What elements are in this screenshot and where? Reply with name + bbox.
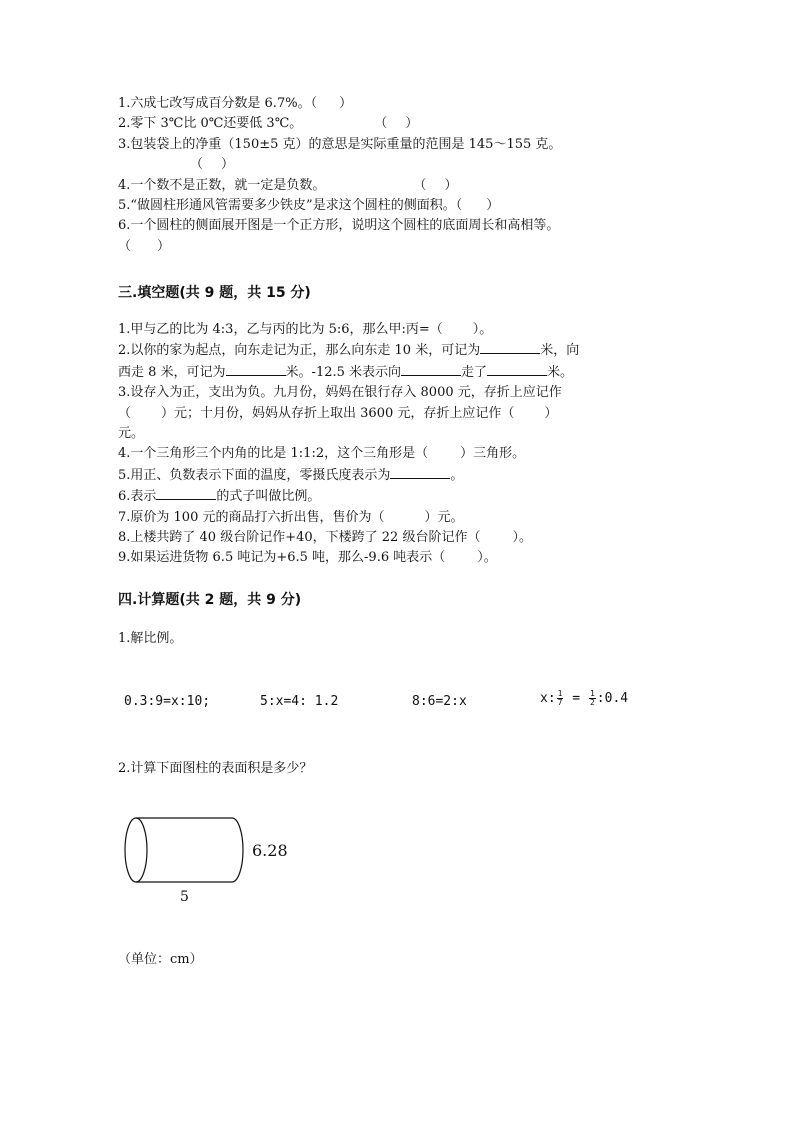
judge-item-2: 2.零下 3℃比 0℃还要低 3℃。 （ ） (118, 116, 419, 132)
fill-q3-end: 元。 (118, 426, 145, 442)
fraction: $\frac{1}{7}$ (557, 689, 563, 707)
fill-q3-cont: （ ）元；十月份，妈妈从存折上取出 3600 元，存折上应记作（ ） (118, 405, 558, 421)
fill-q8: 8.上楼共跨了 40 级台阶记作+40，下楼跨了 22 级台阶记作（ ）。 (118, 530, 532, 546)
unit-note-block (118, 950, 678, 970)
fill-q7: 7.原价为 100 元的商品打六折出售，售价为（ ）元。 (118, 509, 464, 525)
judge-item-1: 1.六成七改写成百分数是 6.7%。（ ） (118, 96, 353, 111)
cylinder-figure (118, 810, 318, 910)
answer-blank (156, 486, 216, 500)
fill-q2: 2.以你的家为起点，向东走记为正，那么向东走 10 米，可记为 米，向 (118, 340, 678, 361)
fill-q2-cont: 西走 8 米，可记为 米。-12.5 米表示向 走了 米。 (118, 362, 678, 383)
fill-section (118, 283, 678, 303)
judge-item-6: 6.一个圆柱的侧面展开图是一个正方形，说明这个圆柱的底面周长和高相等。 (118, 218, 560, 234)
answer-blank (390, 465, 450, 479)
height-label: 6.28 (252, 841, 288, 860)
fill-q9: 9.如果运进货物 6.5 吨记为+6.5 吨，那么-9.6 吨表示（ ）。 (118, 550, 497, 566)
calc-heading: 四.计算题(共 2 题，共 9 分) (118, 592, 302, 608)
fill-q3: 3.设存入为正，支出为负。九月份，妈妈在银行存入 8000 元，存折上应记作 (118, 385, 562, 401)
fraction: $\frac{1}{2}$ (589, 689, 595, 707)
fill-heading: 三.填空题(共 9 题，共 15 分) (118, 285, 311, 301)
judge-item-6-answer: （ ） (118, 238, 171, 254)
answer-blank (487, 362, 547, 376)
answer-blank (480, 340, 540, 354)
calc-q1-label: 1.解比例。 (118, 631, 183, 646)
calc-section (118, 590, 678, 610)
length-label: 5 (180, 889, 189, 905)
fill-q1: 1.甲与乙的比为 4:3，乙与丙的比为 5:6，那么甲:丙=（ ）。 (118, 322, 493, 337)
equation-1: 0.3:9=x:10; (124, 694, 211, 709)
judge-item-4: 4.一个数不是正数，就一定是负数。 （ ） (118, 177, 458, 193)
equation-4: x: $\frac{1}{7}$ = $\frac{1}{2}$ :0.4 (540, 689, 629, 707)
judge-item-5: 5.“做圆柱形通风管需要多少铁皮”是求这个圆柱的侧面积。（ ） (118, 198, 500, 214)
cylinder-right-end (232, 818, 243, 882)
answer-blank (401, 362, 461, 376)
equation-2: 5:x=4: 1.2 (260, 694, 339, 709)
answer-blank (226, 362, 286, 376)
fill-q4: 4.一个三角形三个内角的比是 1:1:2，这个三角形是（ ）三角形。 (118, 446, 526, 462)
fill-questions (118, 320, 678, 569)
calc-q2 (118, 759, 678, 779)
judge-questions (118, 94, 678, 257)
calc-q1 (118, 629, 678, 649)
fill-q6: 6.表示 的式子叫做比例。 (118, 486, 678, 507)
judge-item-3-answer: （ ） (190, 157, 235, 173)
calc-q2-label: 2.计算下面图柱的表面积是多少？ (118, 761, 313, 776)
fill-q5: 5.用正、负数表示下面的温度，零摄氏度表示为 。 (118, 465, 678, 486)
judge-item-3: 3.包装袋上的净重（150±5 克）的意思是实际重量的范围是 145～155 克。 (118, 136, 562, 152)
cylinder-left-end (125, 818, 147, 882)
unit-note: （单位：cm） (118, 952, 203, 967)
equation-3: 8:6=2:x (412, 694, 467, 709)
